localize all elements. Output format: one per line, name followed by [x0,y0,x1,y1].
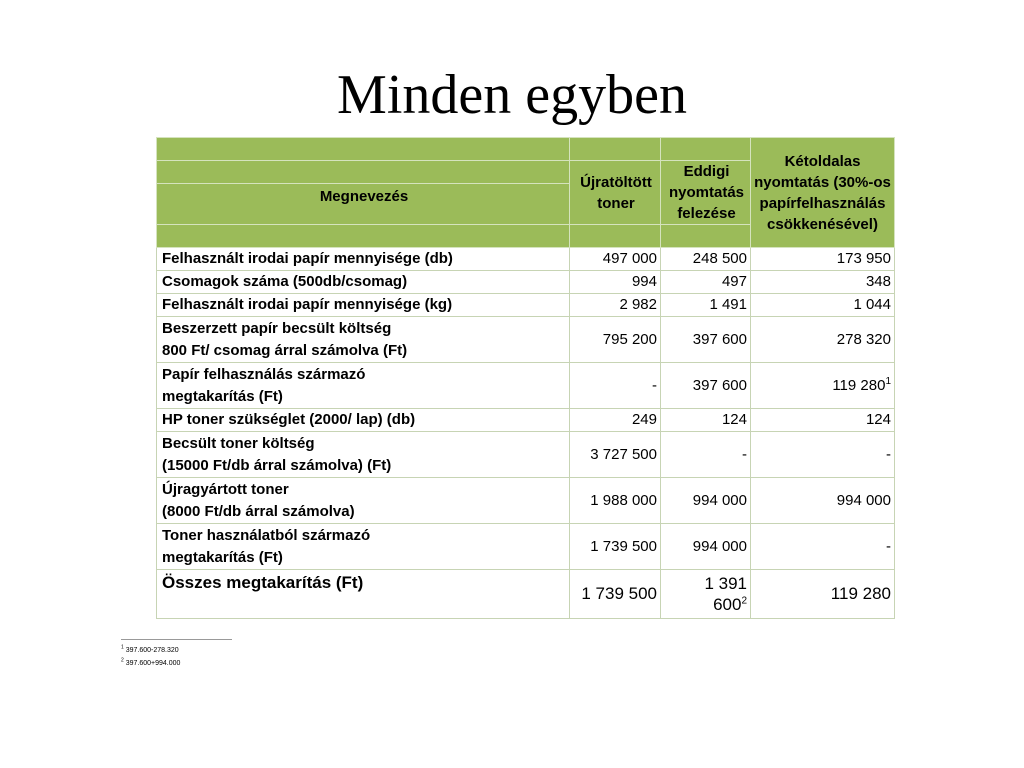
cell-halved-printing: 124 [661,409,751,432]
row-label: HP toner szükséglet (2000/ lap) (db) [157,409,570,432]
header-refill-toner-label: Újratöltött toner [580,173,652,212]
row-label-line1: Papír felhasználás származó [162,365,366,383]
cell-refill-toner: 249 [570,409,661,432]
row-label: Csomagok száma (500db/csomag) [157,271,570,294]
cell-halved-printing: - [661,432,751,478]
total-refill-toner: 1 739 500 [570,570,661,619]
footnote-divider [121,639,232,640]
row-label-line2: megtakarítás (Ft) [162,387,283,405]
header-name [157,184,570,225]
row-label-line1: Beszerzett papír becsült költség [162,319,392,337]
savings-table-container [156,137,894,619]
row-label-line2: (15000 Ft/db árral számolva) (Ft) [162,456,392,474]
row-label [157,317,570,363]
total-halved-line1: 1 391 [704,574,747,593]
cell-two-sided: 278 320 [751,317,895,363]
row-label-line2: 800 Ft/ csomag árral számolva (Ft) [162,341,408,359]
row-label [157,363,570,409]
row-label: Felhasznált irodai papír mennyisége (db) [157,248,570,271]
footnote-text: 397.600+994.000 [125,660,181,667]
header-halved-printing-label: Eddigi nyomtatás felezése [668,163,745,222]
cell-halved-printing: 1 491 [661,294,751,317]
table-row [157,478,895,524]
header-halved-printing [661,161,751,225]
cell-refill-toner: - [570,363,661,409]
page-title: Minden egyben [337,64,687,126]
table-row [157,524,895,570]
header-two-sided [751,138,895,248]
footnote-1 [121,644,179,655]
header-row [157,138,895,161]
total-halved-line2: 600 [713,595,742,614]
header-refill-toner [570,161,661,225]
table-row [157,271,895,294]
footnote-number: 2 [121,657,124,664]
row-label [157,432,570,478]
row-label: Felhasznált irodai papír mennyisége (kg) [157,294,570,317]
total-two-sided: 119 280 [751,570,895,619]
cell-refill-toner: 3 727 500 [570,432,661,478]
header-name-label: Megnevezés [319,188,409,205]
cell-two-sided-value: 119 280 [832,376,886,394]
footnote-2 [121,657,181,668]
table-row [157,363,895,409]
cell-halved-printing: 994 000 [661,478,751,524]
footnote-number: 1 [121,644,124,651]
header-two-sided-label: Kétoldalas nyomtatás (30%-os papírfelhasználás csökkenésével) [754,152,891,233]
row-label-line1: Toner használatból származó [162,526,371,544]
total-label: Összes megtakarítás (Ft) [157,570,570,619]
cell-refill-toner: 1 988 000 [570,478,661,524]
cell-two-sided [751,363,895,409]
savings-table [156,137,895,619]
row-label-line2: (8000 Ft/db árral számolva) [162,502,355,520]
table-row [157,409,895,432]
row-label-line2: megtakarítás (Ft) [162,548,283,566]
total-row [157,570,895,619]
row-label-line1: Becsült toner költség [162,434,315,452]
cell-halved-printing: 994 000 [661,524,751,570]
cell-halved-printing: 497 [661,271,751,294]
cell-halved-printing: 397 600 [661,317,751,363]
cell-two-sided: - [751,524,895,570]
cell-halved-printing: 248 500 [661,248,751,271]
row-label-line1: Újragyártott toner [162,480,289,498]
cell-refill-toner: 994 [570,271,661,294]
cell-two-sided: 124 [751,409,895,432]
cell-halved-printing: 397 600 [661,363,751,409]
cell-refill-toner: 497 000 [570,248,661,271]
footnote-ref: 2 [741,595,747,607]
table-row [157,294,895,317]
total-halved-printing [661,570,751,619]
table-row [157,317,895,363]
cell-two-sided: 1 044 [751,294,895,317]
cell-two-sided: - [751,432,895,478]
row-label [157,524,570,570]
cell-refill-toner: 1 739 500 [570,524,661,570]
table-row [157,248,895,271]
cell-refill-toner: 795 200 [570,317,661,363]
footnote-text: 397.600-278.320 [125,647,179,654]
cell-two-sided: 173 950 [751,248,895,271]
cell-refill-toner: 2 982 [570,294,661,317]
footnote-ref: 1 [885,375,891,387]
cell-two-sided: 348 [751,271,895,294]
cell-two-sided: 994 000 [751,478,895,524]
row-label [157,478,570,524]
table-row [157,432,895,478]
